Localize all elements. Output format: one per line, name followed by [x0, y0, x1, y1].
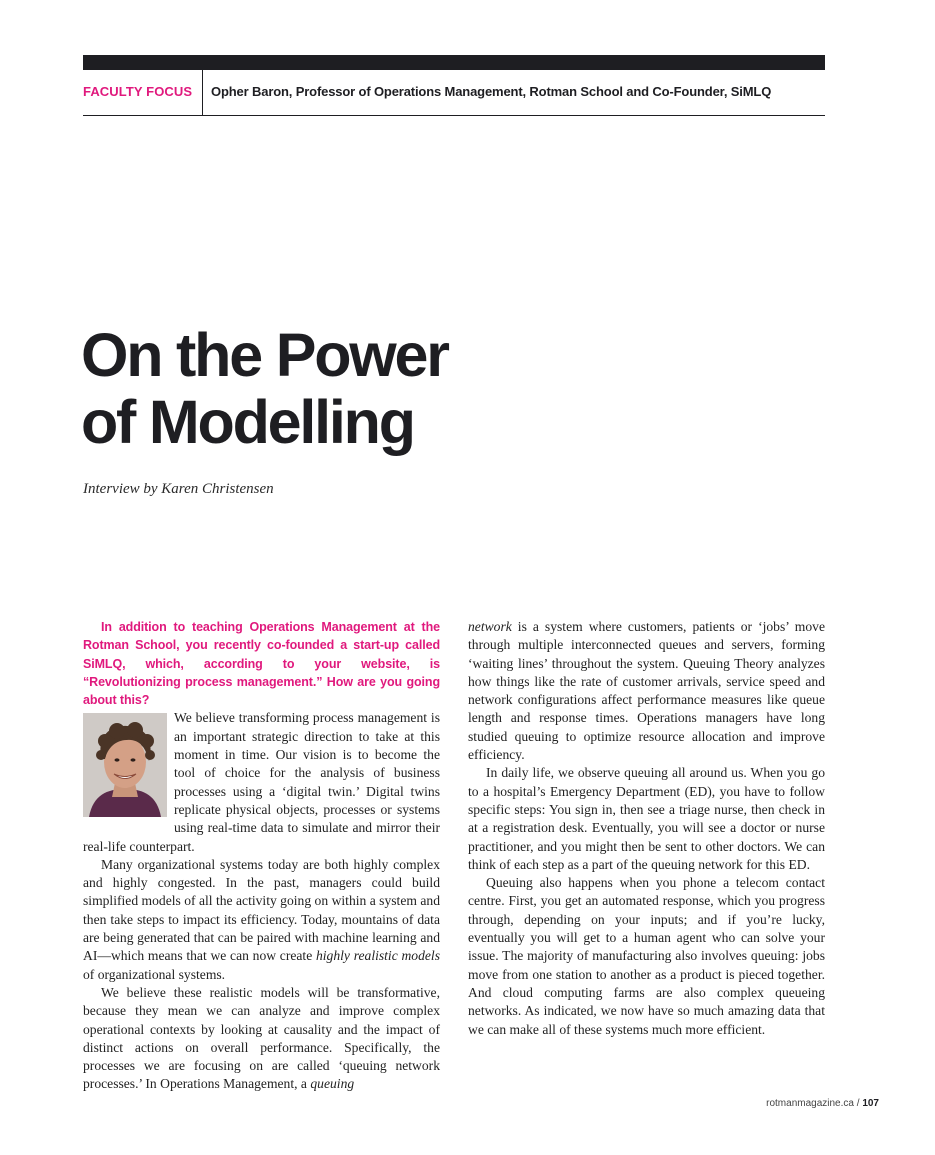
header-divider — [202, 70, 203, 115]
answer-paragraph-3-continued: network is a system where customers, patients or ‘jobs’ move through multiple interconnected queues and servers, forming ‘waiting lines’ throughout the system. Queuing Theory analyzes how things like the rate of customer arrivals, service speed and network configurations affect performance measures like queue length and response times. Operations managers have long studied queuing to optimize resource allocation and improve efficiency. — [468, 619, 825, 763]
section-label: FACULTY FOCUS — [83, 84, 193, 99]
byline: Interview by Karen Christensen — [83, 481, 274, 497]
footer-site: rotmanmagazine.ca / — [766, 1098, 863, 1109]
header-subject: Opher Baron, Professor of Operations Management, Rotman School and Co-Founder, SiMLQ — [211, 84, 772, 99]
header-rule-bar — [83, 55, 825, 70]
answer-paragraph-2: Many organizational systems today are both highly complex and highly congested. In the past, managers could build simplified models of all the activity going on within a system and then take steps to impact its efficiency. Today, mountains of data are being generated that can be paired with machine learning and AI—which means that we can now create highly realistic models of organizational systems. — [83, 856, 440, 982]
page-header — [83, 70, 825, 116]
portrait-photo — [83, 713, 167, 817]
title-line-1: On the Power — [81, 321, 448, 389]
answer-paragraph-3: We believe these realistic models will be transformative, because they mean we can analyze and improve complex operational contexts by looking at causality and the impact of distinct actions on overall performance. Specifically, the processes we are focusing on are called ‘queuing network processes.’ In Operations Management, a queuing — [83, 984, 440, 1092]
portrait-illustration — [83, 713, 167, 817]
title-line-2: of Modelling — [81, 388, 414, 456]
left-column — [83, 618, 440, 1094]
answer-paragraph-1: We believe transforming process management is an important strategic direction to take at this moment in time. Our vision is to become the tool of choice for the analysis of business processes using a ‘digital twin.’ Digital twins replicate physical objects, processes or systems using real-time data to simulate and mirror their real-life counterpart. — [83, 710, 440, 854]
page-number: 107 — [862, 1098, 879, 1109]
answer-paragraph-4: In daily life, we observe queuing all around us. When you go to a hospital’s Emergency Department (ED), you have to follow specific steps: You sign in, then see a triage nurse, then check in at a registration desk. Eventually, you will see a doctor or nurse practitioner, and you might then be sent to other doctors. We can think of each step as a part of the queuing network for this ED. — [468, 765, 825, 872]
interview-question: In addition to teaching Operations Management at the Rotman School, you recently co-founded a start-up called SiMLQ, which, according to your website, is “Revolutionizing process management.” How are you going about this? — [83, 620, 440, 708]
page-title — [81, 322, 448, 456]
right-column — [468, 618, 825, 1039]
page-footer — [0, 1098, 879, 1109]
answer-paragraph-5: Queuing also happens when you phone a telecom contact centre. First, you get an automated response, which you progress through, depending on your inputs; and if you’re lucky, eventually you will get to a human agent who can solve your issue. The majority of manufacturing also involves queuing: jobs move from one station to another as a product is pieced together. And cloud computing farms are also complex queueing networks. As indicated, we now have so much amazing data that we can make all of these systems much more efficient. — [468, 875, 825, 1037]
